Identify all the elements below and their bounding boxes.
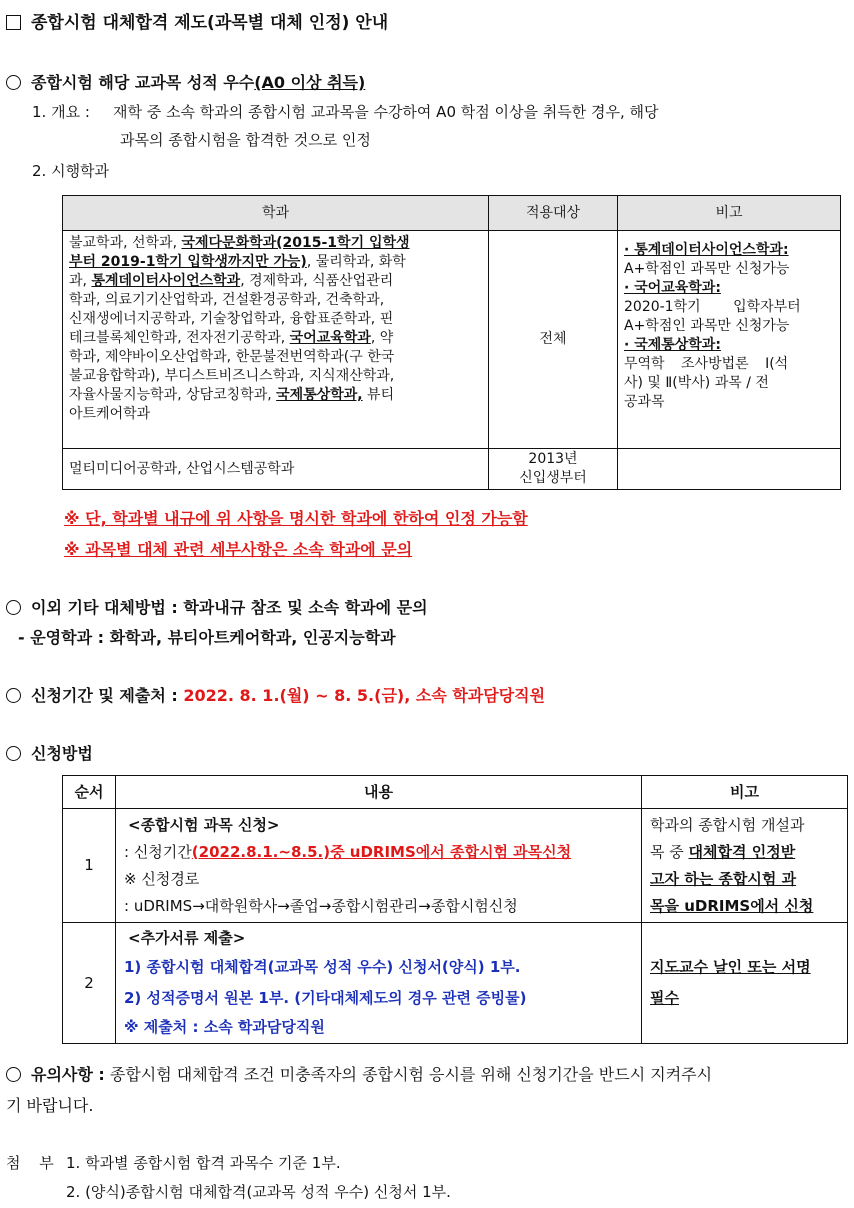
target-cell: 전체 xyxy=(489,231,618,449)
section-grade-heading: 종합시험 해당 교과목 성적 우수(A0 이상 취득) xyxy=(6,70,365,93)
remark-cell-1 xyxy=(642,809,848,923)
section-caution-line2: 기 바랍니다. xyxy=(6,1096,94,1115)
overview-label: 1. 개요 : xyxy=(32,103,90,121)
table-row xyxy=(63,923,848,1044)
note-line-4: 2020-1학기 입학자부터 xyxy=(624,299,801,315)
dept-cell-row2: 멀티미디어공학과, 산업시스템공학과 xyxy=(63,449,489,490)
section-caution: 유의사항 : 종합시험 대체합격 조건 미충족자의 종합시험 응시를 위해 신청기간을 반드시 지켜주시 xyxy=(6,1062,712,1085)
dept-line-6: 테크블록체인학과, 전자전기공학과, 국어교육학과, 약 xyxy=(69,330,394,346)
note-line-2: A+학점인 과목만 신청가능 xyxy=(624,261,790,277)
circle-bullet-icon xyxy=(6,75,21,90)
note-line-3: · 국어교육학과: xyxy=(624,280,721,296)
target-row2-line2: 신입생부터 xyxy=(519,470,587,486)
remark1-line2: 목 중 대체합격 인정받 xyxy=(650,842,796,861)
target-row2-line1: 2013년 xyxy=(528,451,578,467)
note-cell-row2 xyxy=(618,449,841,490)
circle-bullet-icon xyxy=(6,746,21,761)
remark-cell-2 xyxy=(642,923,848,1044)
overview-text-line1: 재학 중 소속 학과의 종합시험 교과목을 수강하여 A0 학점 이상을 취득한 경우, 해당 xyxy=(113,103,659,121)
step1-path-label: ※ 신청경로 xyxy=(124,869,200,888)
note-line-6: · 국제통상학과: xyxy=(624,337,721,353)
circle-bullet-icon xyxy=(6,1067,21,1082)
dept-line-10: 아트케어학과 xyxy=(69,406,151,422)
attachments-label: 첨 부 xyxy=(6,1154,54,1172)
remark2-line2: 필수 xyxy=(650,989,679,1007)
remark1-line4: 목을 uDRIMS에서 신청 xyxy=(650,896,814,915)
step1-path-value: : uDRIMS→대학원학사→졸업→종합시험관리→종합시험신청 xyxy=(124,896,518,915)
dept-line-7: 학과, 제약바이오산업학과, 한문불전번역학과(구 한국 xyxy=(69,349,395,365)
overview-text-line2: 과목의 종합시험을 합격한 것으로 인정 xyxy=(120,131,371,149)
col-header-dept: 학과 xyxy=(63,196,489,231)
remark1-line1: 학과의 종합시험 개설과 xyxy=(650,815,805,834)
note-line-8: 사) 및 Ⅱ(박사) 과목 / 전 xyxy=(624,375,769,391)
attachment-item-1: 1. 학과별 종합시험 합격 과목수 기준 1부. xyxy=(66,1154,341,1172)
dept-line-4: 학과, 의료기기산업학과, 건설환경공학과, 건축학과, xyxy=(69,292,385,308)
section-period: 신청기간 및 제출처 : 2022. 8. 1.(월) ~ 8. 5.(금), 소속 학과담당직원 xyxy=(6,683,545,706)
remark2-line1: 지도교수 날인 또는 서명 xyxy=(650,958,811,976)
content-cell-2 xyxy=(116,923,642,1044)
table-row xyxy=(63,449,841,490)
content-cell-1 xyxy=(116,809,642,923)
section-other-heading: 이외 기타 대체방법 : 학과내규 참조 및 소속 학과에 문의 xyxy=(6,595,428,618)
col-header-note: 비고 xyxy=(618,196,841,231)
dept-list-cell xyxy=(63,231,489,449)
page-title: 종합시험 대체합격 제도(과목별 대체 인정) 안내 xyxy=(6,8,388,33)
step2-line3: ※ 제출처 : 소속 학과담당직원 xyxy=(124,1018,325,1036)
note-line-7: 무역학 조사방법론 Ⅰ(석 xyxy=(624,356,789,372)
step2-line2: 2) 성적증명서 원본 1부. (기타대체제도의 경우 관련 증빙물) xyxy=(124,989,527,1007)
order-cell-1: 1 xyxy=(63,809,116,923)
step1-period: : 신청기간(2022.8.1.~8.5.)중 uDRIMS에서 종합시험 과목신청 xyxy=(124,842,572,861)
section-method-heading: 신청방법 xyxy=(6,741,93,764)
note-line-9: 공과목 xyxy=(624,394,665,410)
section-other-sub: - 운영학과 : 화학과, 뷰티아트케어학과, 인공지능학과 xyxy=(18,628,396,647)
dept-line-8: 불교융합학과), 부디스트비즈니스학과, 지식재산학과, xyxy=(69,368,395,384)
order-cell-2: 2 xyxy=(63,923,116,1044)
step2-line1: 1) 종합시험 대체합격(교과목 성적 우수) 신청서(양식) 1부. xyxy=(124,958,521,976)
table-row xyxy=(63,809,848,923)
dept-line-2: 부터 2019-1학기 입학생까지만 가능), 물리학과, 화학 xyxy=(69,254,406,270)
dept-line-3: 과, 통계데이터사이언스학과, 경제학과, 식품산업관리 xyxy=(69,273,394,289)
circle-bullet-icon xyxy=(6,688,21,703)
departments-label: 2. 시행학과 xyxy=(32,162,110,180)
note-line-1: · 통계데이터사이언스학과: xyxy=(624,242,789,258)
col-header-content: 내용 xyxy=(116,776,642,809)
note-line-5: A+학점인 과목만 신청가능 xyxy=(624,318,790,334)
dept-line-5: 신재생에너지공학과, 기술창업학과, 융합표준학과, 핀 xyxy=(69,311,394,327)
note-cell xyxy=(618,231,841,449)
dept-line-1: 불교학과, 선학과, 국제다문화학과(2015-1학기 입학생 xyxy=(69,235,410,251)
dept-line-9: 자율사물지능학과, 상담코칭학과, 국제통상학과, 뷰티 xyxy=(69,387,395,403)
table-row xyxy=(63,231,841,449)
attachment-item-2: 2. (양식)종합시험 대체합격(교과목 성적 우수) 신청서 1부. xyxy=(66,1183,451,1201)
red-note-1: ※ 단, 학과별 내규에 위 사항을 명시한 학과에 한하여 인정 가능함 xyxy=(64,509,528,528)
method-table xyxy=(62,775,848,1044)
target-cell-row2 xyxy=(489,449,618,490)
remark1-line3: 고자 하는 종합시험 과 xyxy=(650,869,797,888)
col-header-target: 적용대상 xyxy=(489,196,618,231)
col-header-remark: 비고 xyxy=(642,776,848,809)
col-header-order: 순서 xyxy=(63,776,116,809)
step2-title: <추가서류 제출> xyxy=(128,929,246,947)
departments-table xyxy=(62,195,841,490)
red-note-2: ※ 과목별 대체 관련 세부사항은 소속 학과에 문의 xyxy=(64,540,413,559)
step1-title: <종합시험 과목 신청> xyxy=(128,815,280,834)
square-bullet-icon xyxy=(6,15,21,30)
circle-bullet-icon xyxy=(6,600,21,615)
